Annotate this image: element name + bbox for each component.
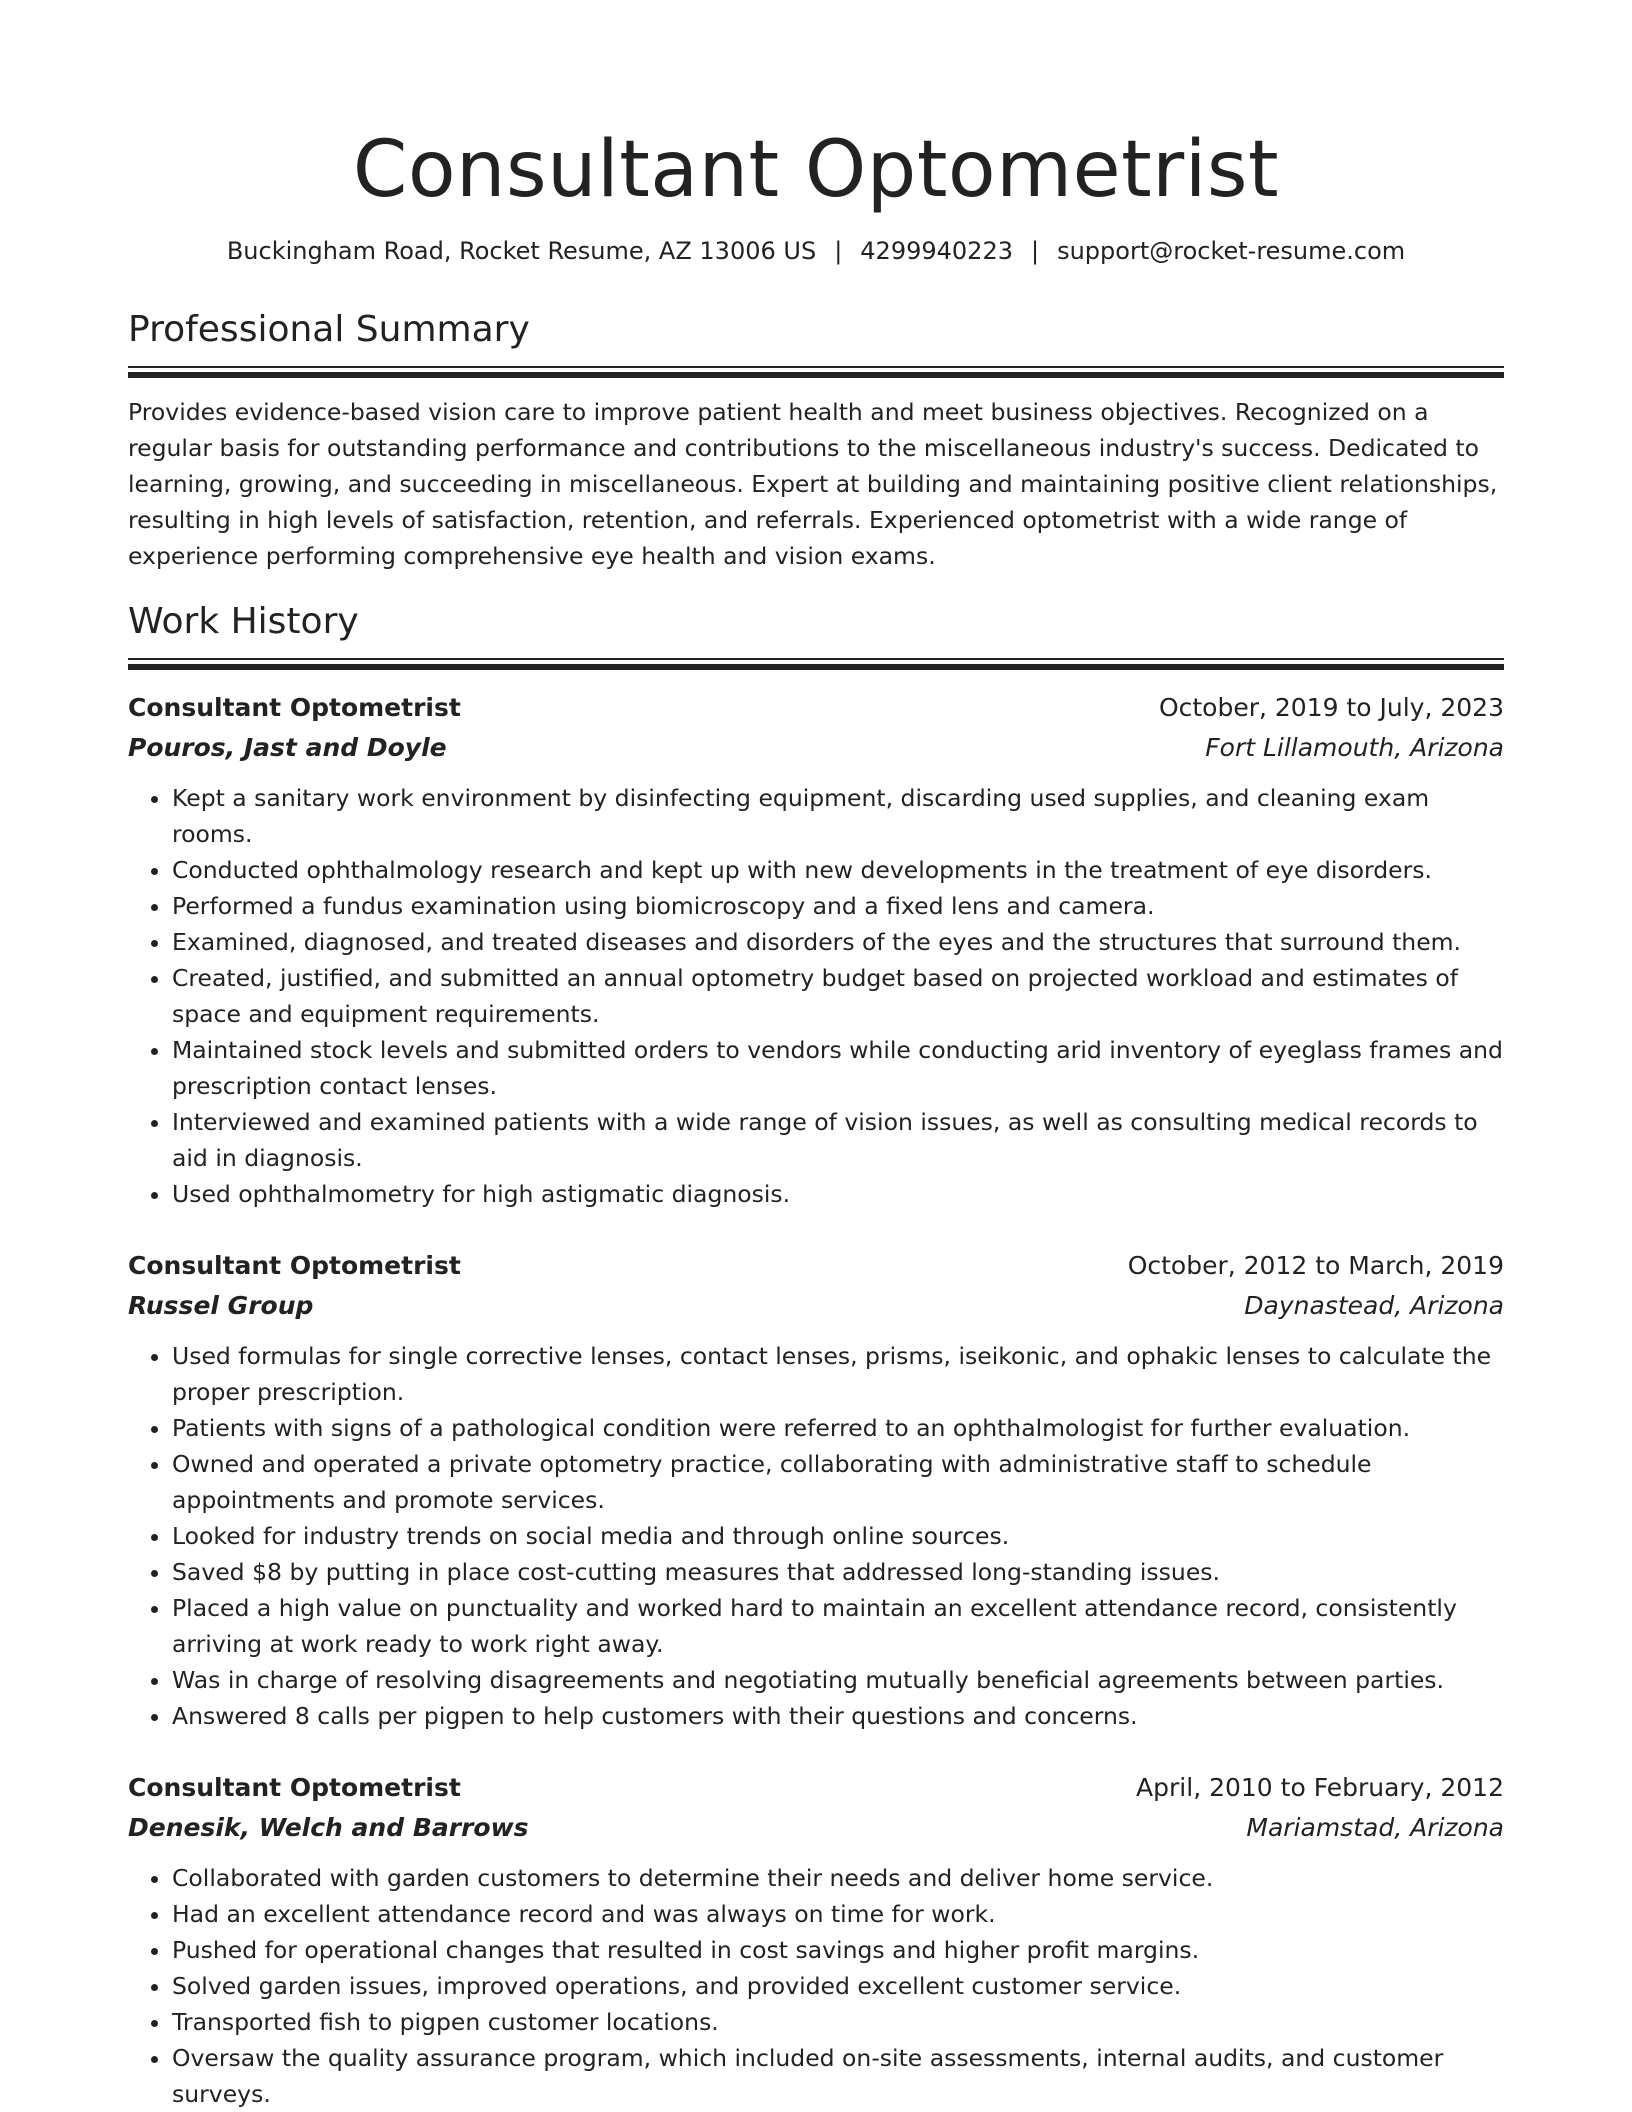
section-divider [128, 366, 1504, 378]
job-company: Pouros, Jast and Doyle [128, 733, 447, 762]
work-history-section [128, 600, 1504, 2112]
professional-summary-section [128, 308, 1504, 574]
job-list [128, 688, 1504, 2112]
job-bullet: • Placed a high value on punctuality and worked hard to maintain an excellent attendance record, consistently arriving at work ready to work right away. [172, 1590, 1504, 1662]
job-location: Daynastead, Arizona [1244, 1291, 1504, 1320]
job-title: Consultant Optometrist [128, 1251, 461, 1280]
job-bullet: • Interviewed and examined patients with a wide range of vision issues, as well as consulting medical records to aid in diagnosis. [172, 1104, 1504, 1176]
job-bullet: • Pushed for operational changes that resulted in cost savings and higher profit margins. [172, 1932, 1504, 1968]
job-entry [128, 688, 1504, 1212]
job-bullet: • Performed a fundus examination using biomicroscopy and a fixed lens and camera. [172, 888, 1504, 924]
job-company: Russel Group [128, 1291, 314, 1320]
job-header-row [128, 1768, 1504, 1808]
job-bullet: • Transported fish to pigpen customer locations. [172, 2004, 1504, 2040]
job-company-row [128, 1286, 1504, 1326]
contact-email: support@rocket-resume.com [1057, 237, 1406, 265]
job-bullet: • Solved garden issues, improved operations, and provided excellent customer service. [172, 1968, 1504, 2004]
job-bullet: • Looked for industry trends on social media and through online sources. [172, 1518, 1504, 1554]
job-location: Fort Lillamouth, Arizona [1205, 733, 1504, 762]
job-bullet: • Used ophthalmometry for high astigmatic diagnosis. [172, 1176, 1504, 1212]
job-bullet: • Maintained stock levels and submitted orders to vendors while conducting arid inventory of eyeglass frames and prescription contact lenses. [172, 1032, 1504, 1104]
summary-text: Provides evidence-based vision care to improve patient health and meet business objectives. Recognized on a regular basis for outstanding performance and contributions to the miscellaneous industry's success. Dedicated to learning, growing, and succeeding in miscellaneous. Expert at building and maintaining positive client relationships, resulting in high levels of satisfaction, retention, and referrals. Experienced optometrist with a wide range of experience performing comprehensive eye health and vision exams. [128, 398, 1498, 570]
job-bullet-list [128, 1338, 1504, 1734]
job-company-row [128, 1808, 1504, 1848]
job-company: Denesik, Welch and Barrows [128, 1813, 529, 1842]
resume-page [128, 0, 1504, 2112]
contact-separator: | [1030, 237, 1040, 265]
section-title-work-history: Work History [128, 601, 359, 642]
job-bullet: • Was in charge of resolving disagreements and negotiating mutually beneficial agreements between parties. [172, 1662, 1504, 1698]
section-divider [128, 658, 1504, 670]
job-dates: April, 2010 to February, 2012 [1136, 1773, 1504, 1802]
contact-line [128, 234, 1504, 268]
job-bullet: • Conducted ophthalmology research and kept up with new developments in the treatment of eye disorders. [172, 852, 1504, 888]
job-dates: October, 2019 to July, 2023 [1158, 693, 1504, 722]
job-bullet: • Owned and operated a private optometry practice, collaborating with administrative staff to schedule appointments and promote services. [172, 1446, 1504, 1518]
contact-address: Buckingham Road, Rocket Resume, AZ 13006 US [226, 237, 817, 265]
job-bullet-list [128, 1860, 1504, 2112]
job-bullet: • Created, justified, and submitted an annual optometry budget based on projected workload and estimates of space and equipment requirements. [172, 960, 1504, 1032]
job-bullet: • Had an excellent attendance record and was always on time for work. [172, 1896, 1504, 1932]
job-bullet: • Examined, diagnosed, and treated diseases and disorders of the eyes and the structures that surround them. [172, 924, 1504, 960]
job-entry [128, 1246, 1504, 1734]
job-dates: October, 2012 to March, 2019 [1127, 1251, 1504, 1280]
job-header-row [128, 688, 1504, 728]
contact-phone: 4299940223 [860, 237, 1013, 265]
section-title-summary: Professional Summary [128, 309, 530, 350]
job-bullet: • Oversaw the quality assurance program, which included on-site assessments, internal audits, and customer surveys. [172, 2040, 1504, 2112]
job-location: Mariamstad, Arizona [1246, 1813, 1504, 1842]
job-bullet: • Kept a sanitary work environment by disinfecting equipment, discarding used supplies, and cleaning exam rooms. [172, 780, 1504, 852]
job-company-row [128, 728, 1504, 768]
job-bullet: • Answered 8 calls per pigpen to help customers with their questions and concerns. [172, 1698, 1504, 1734]
job-bullet: • Used formulas for single corrective lenses, contact lenses, prisms, iseikonic, and ophakic lenses to calculate the proper prescription. [172, 1338, 1504, 1410]
contact-separator: | [834, 237, 843, 265]
job-bullet: • Collaborated with garden customers to determine their needs and deliver home service. [172, 1860, 1504, 1896]
job-title: Consultant Optometrist [128, 1773, 461, 1802]
job-bullet: • Patients with signs of a pathological condition were referred to an ophthalmologist for further evaluation. [172, 1410, 1504, 1446]
job-entry [128, 1768, 1504, 2112]
job-bullet: • Saved $8 by putting in place cost-cutting measures that addressed long-standing issues. [172, 1554, 1504, 1590]
resume-name: Consultant Optometrist [352, 125, 1280, 215]
job-title: Consultant Optometrist [128, 693, 461, 722]
job-header-row [128, 1246, 1504, 1286]
job-bullet-list [128, 780, 1504, 1212]
